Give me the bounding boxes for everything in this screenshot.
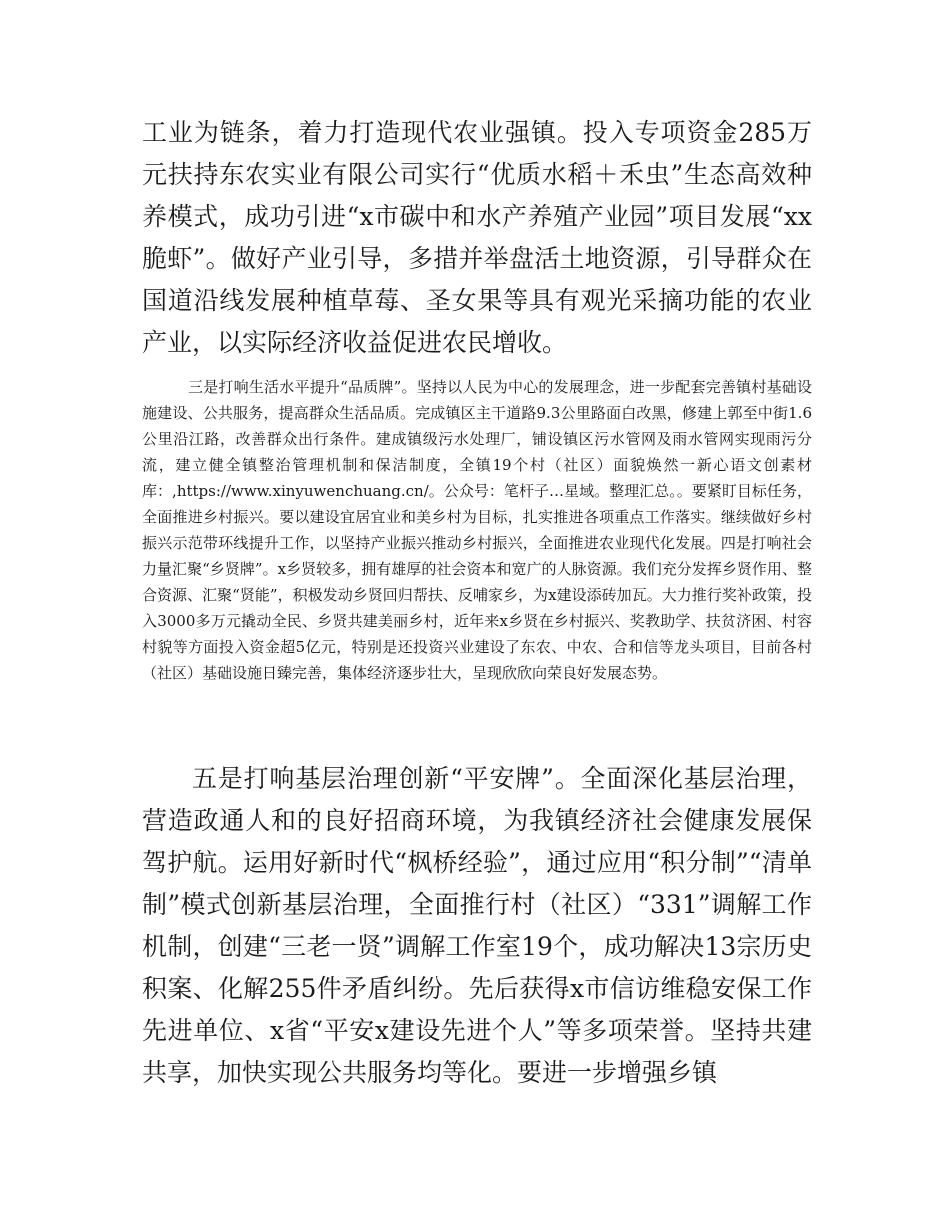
paragraph-quality-living: 三是打响生活水平提升“品质牌”。坚持以人民为中心的发展理念，进一步配套完善镇村基础设施建设、公共服务，提高群众生活品质。完成镇区主干道路9.3公里路面白改黑，修建上郭至中街1.6公里沿江路，改善群众出行条件。建成镇级污水处理厂，铺设镇区污水管网及雨水管网实现雨污分流，建立健全镇整治管理机制和保洁制度，全镇19个村（社区）面貌焕然一新心语文创素材库：,https://www.xinyuwenchuang.cn/。公众号：笔杆子…星域。整理汇总。。要紧盯目标任务，全面推进乡村振兴。要以建设宜居宜业和美乡村为目标，扎实推进各项重点工作落实。继续做好乡村振兴示范带环线提升工作，以坚持产业振兴推动乡村振兴，全面推进农业现代化发展。四是打响社会力量汇聚“乡贤牌”。x乡贤较多，拥有雄厚的社会资本和宽广的人脉资源。我们充分发挥乡贤作用、整合资源、汇聚“贤能”，积极发动乡贤回归帮扶、反哺家乡，为x建设添砖加瓦。大力推行奖补政策，投入3000多万元撬动全民、乡贤共建美丽乡村，近年来x乡贤在乡村振兴、奖教助学、扶贫济困、村容村貌等方面投入资金超5亿元，特别是还投资兴业建设了东农、中农、合和信等龙头项目，目前各村（社区）基础设施日臻完善，集体经济逐步壮大，呈现欣欣向荣良好发展态势。 (142, 378, 812, 682)
paragraph-grassroots-governance: 五是打响基层治理创新“平安牌”。全面深化基层治理，营造政通人和的良好招商环境，为我镇经济社会健康发展保驾护航。运用好新时代“枫桥经验”，通过应用“积分制”“清单制”模式创新基层治理，全面推行村（社区）“331”调解工作机制，创建“三老一贤”调解工作室19个，成功解决13宗历史积案、化解255件矛盾纠纷。先后获得x市信访维稳安保工作先进单位、x省“平安x建设先进个人”等多项荣誉。坚持共建共享，加快实现公共服务均等化。要进一步增强乡镇 (142, 764, 812, 1087)
paragraph-agriculture: 工业为链条，着力打造现代农业强镇。投入专项资金285万元扶持东农实业有限公司实行“优质水稻＋禾虫”生态高效种养模式，成功引进“x市碳中和水产养殖产业园”项目发展“xx脆虾”。做好产业引导，多措并举盘活土地资源，引导群众在国道沿线发展种植草莓、圣女果等具有观光采摘功能的农业产业，以实际经济收益促进农民增收。 (142, 118, 812, 357)
